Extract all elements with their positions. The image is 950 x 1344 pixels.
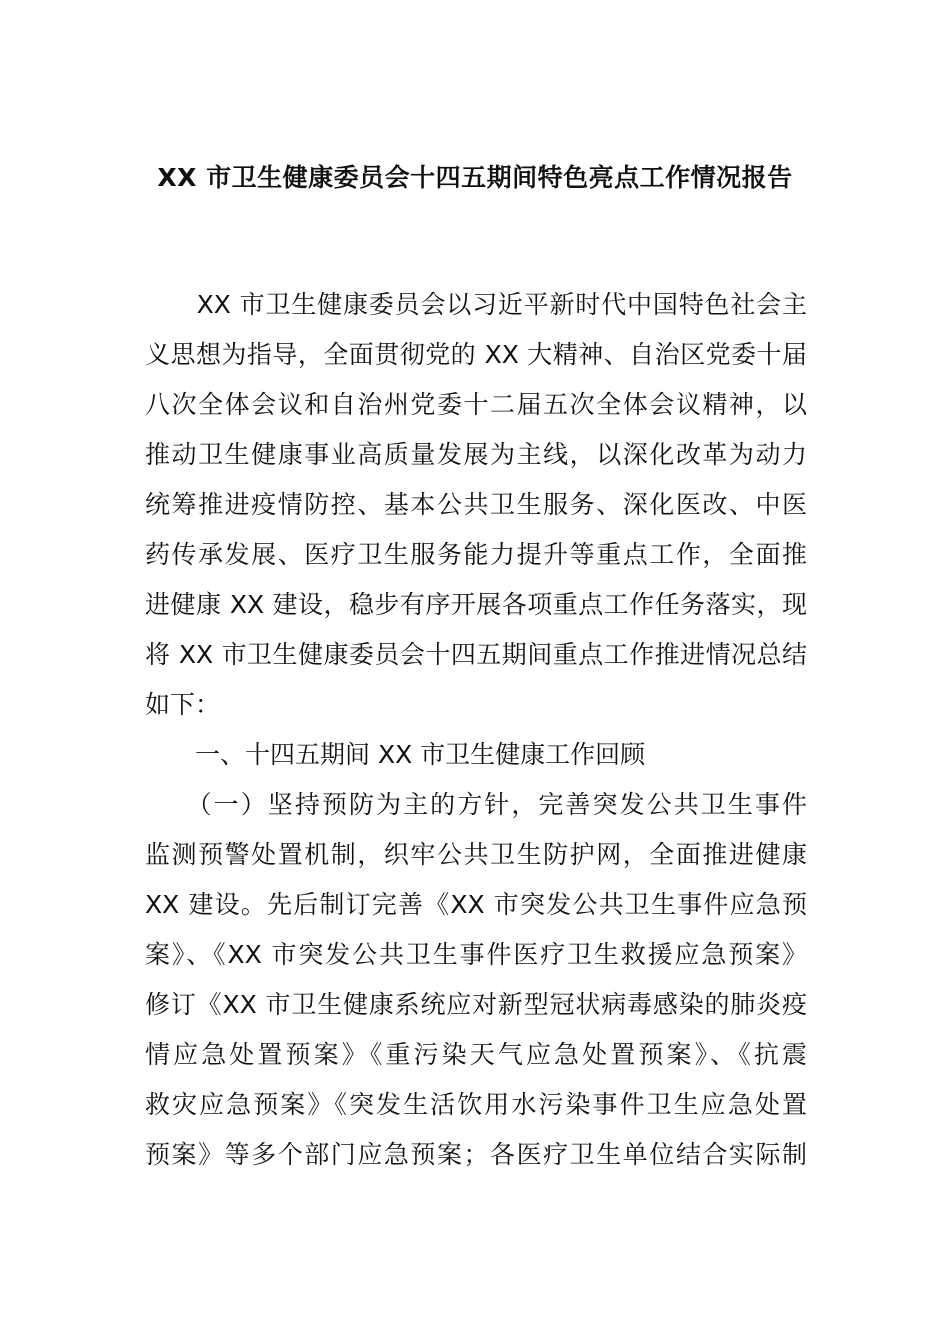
- body-line: 将 XX 市卫生健康委员会十四五期间重点工作推进情况总结: [145, 640, 807, 669]
- body-line: （一）坚持预防为主的方针，完善突发公共卫生事件: [145, 790, 807, 819]
- body-line: 预案》等多个部门应急预案；各医疗卫生单位结合实际制: [145, 1140, 807, 1169]
- body-line: 药传承发展、医疗卫生服务能力提升等重点工作，全面推: [145, 540, 807, 569]
- body-line: 推动卫生健康事业高质量发展为主线，以深化改革为动力: [145, 440, 807, 469]
- body-line: 案》、《XX 市突发公共卫生事件医疗卫生救援应急预案》: [145, 940, 807, 969]
- body-line: 统筹推进疫情防控、基本公共卫生服务、深化医改、中医: [145, 490, 807, 519]
- body-line: 修订《XX 市卫生健康系统应对新型冠状病毒感染的肺炎疫: [145, 990, 807, 1019]
- body-line: 监测预警处置机制，织牢公共卫生防护网，全面推进健康: [145, 840, 807, 869]
- body-line: 义思想为指导，全面贯彻党的 XX 大精神、自治区党委十届: [145, 340, 807, 369]
- section-heading: 一、十四五期间 XX 市卫生健康工作回顾: [145, 740, 646, 769]
- body-line: 进健康 XX 建设，稳步有序开展各项重点工作任务落实，现: [145, 590, 807, 619]
- body-line: 八次全体会议和自治州党委十二届五次全体会议精神，以: [145, 390, 807, 419]
- document-body: [145, 280, 807, 1180]
- body-line: 情应急处置预案》《重污染天气应急处置预案》、《抗震: [145, 1040, 807, 1069]
- document-title: XX 市卫生健康委员会十四五期间特色亮点工作情况报告: [157, 163, 793, 192]
- body-line: 如下：: [145, 690, 221, 719]
- body-line: XX 市卫生健康委员会以习近平新时代中国特色社会主: [145, 290, 807, 319]
- body-line: 救灾应急预案》《突发生活饮用水污染事件卫生应急处置: [145, 1090, 807, 1119]
- body-line: XX 建设。先后制订完善《XX 市突发公共卫生事件应急预: [145, 890, 807, 919]
